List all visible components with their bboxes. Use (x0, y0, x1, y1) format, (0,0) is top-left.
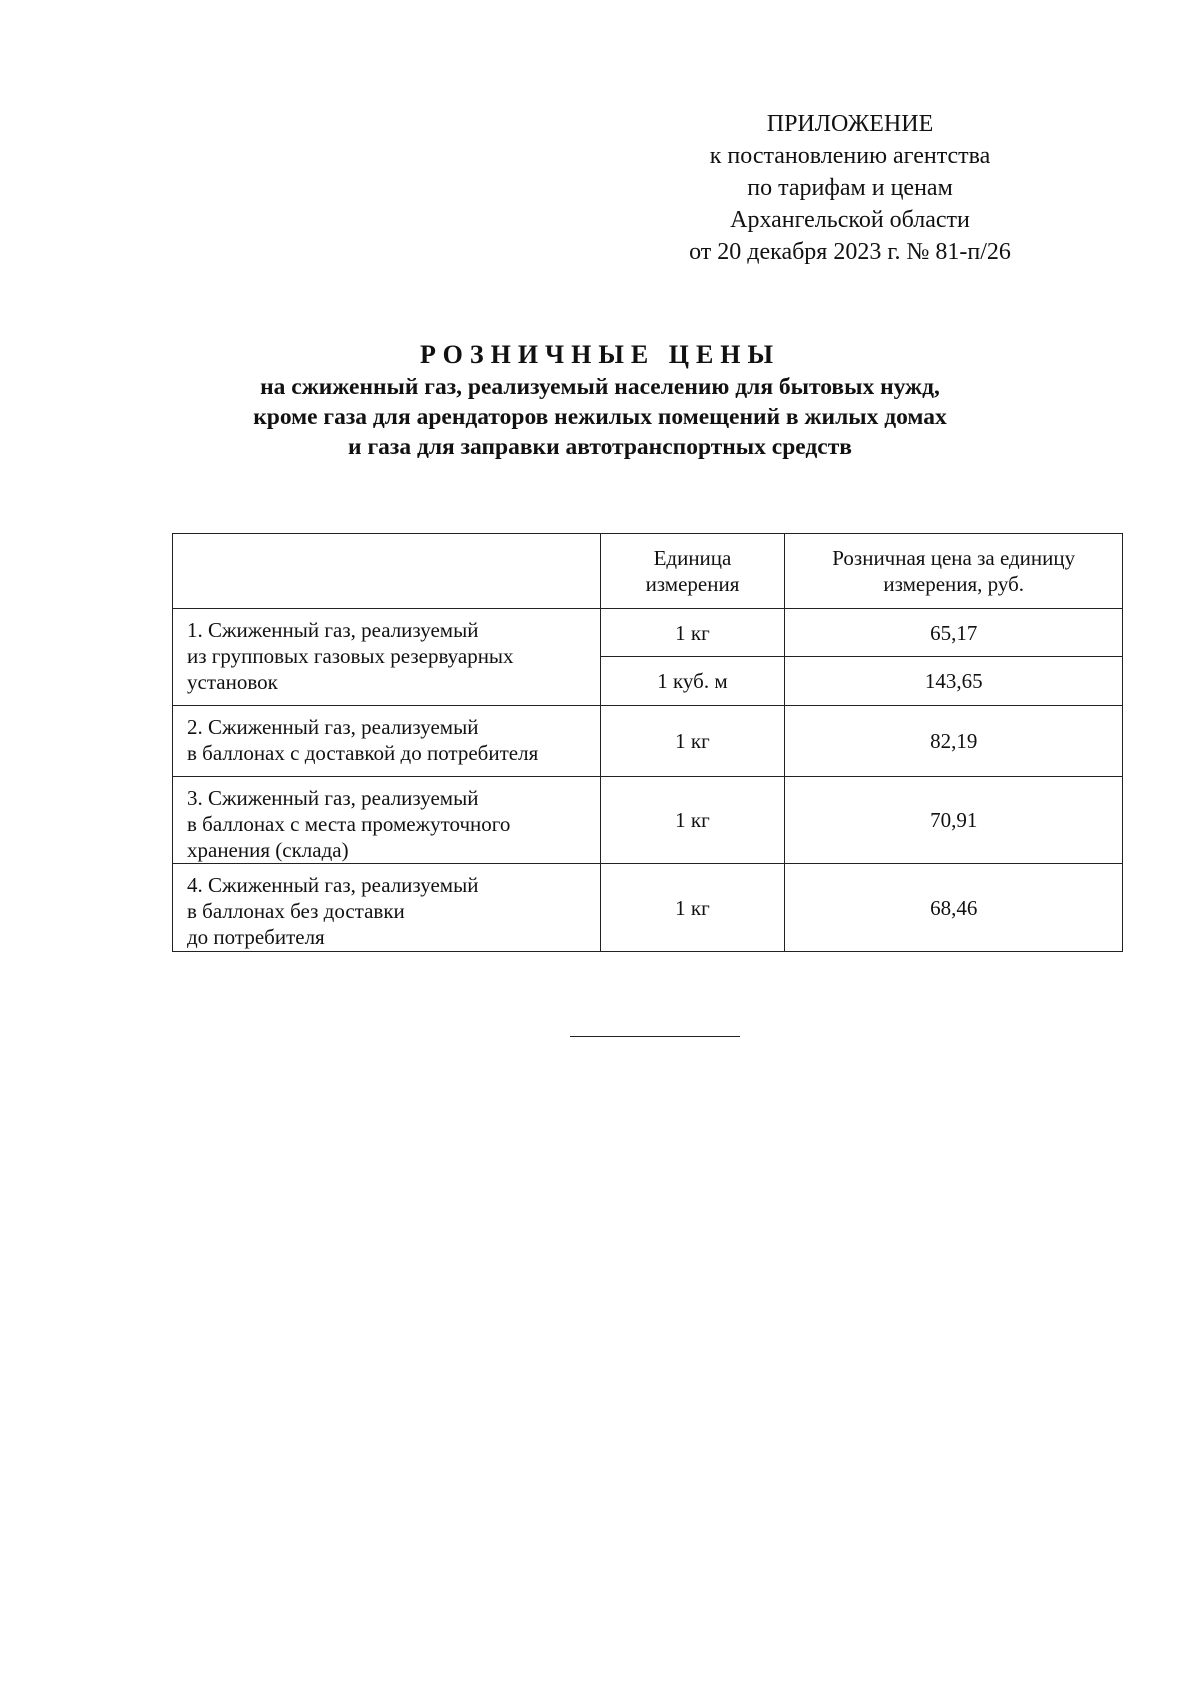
title-subtitle-line: и газа для заправки автотранспортных средств (348, 434, 852, 460)
row-name-line: хранения (склада) (187, 838, 349, 862)
row-price: 65,17 (785, 609, 1123, 657)
appendix-date-number: от 20 декабря 2023 г. № 81-п/26 (689, 239, 1011, 265)
title-subtitle-line: на сжиженный газ, реализуемый населению для бытовых нужд, (260, 374, 940, 400)
row-name-line: в баллонах с доставкой до потребителя (187, 741, 539, 765)
table-header-row (173, 534, 1123, 609)
title-subtitle-line: кроме газа для арендаторов нежилых помещений в жилых домах (253, 404, 947, 430)
row-name-line: из групповых газовых резервуарных (187, 644, 514, 668)
row-name-line: в баллонах без доставки (187, 899, 405, 923)
header-unit (600, 534, 785, 609)
row-unit: 1 кг (600, 706, 785, 777)
header-unit-line: измерения (645, 572, 740, 596)
row-unit: 1 куб. м (600, 657, 785, 706)
row-price: 70,91 (785, 777, 1123, 864)
table-row (173, 609, 1123, 657)
appendix-ref-line: к постановлению агентства (709, 143, 991, 169)
row-name-line: 4. Сжиженный газ, реализуемый (187, 873, 479, 897)
row-price: 68,46 (785, 864, 1123, 952)
appendix-ref-line: по тарифам и ценам (747, 175, 953, 201)
row-name-line: в баллонах с места промежуточного (187, 812, 511, 836)
row-name-line: 3. Сжиженный газ, реализуемый (187, 786, 479, 810)
row-name-line: 1. Сжиженный газ, реализуемый (187, 618, 479, 642)
document-title (120, 338, 1080, 462)
row-name-line: 2. Сжиженный газ, реализуемый (187, 715, 479, 739)
row-name (173, 864, 601, 952)
header-name (173, 534, 601, 609)
appendix-header (640, 108, 1060, 268)
row-price: 82,19 (785, 706, 1123, 777)
appendix-ref-line: Архангельской области (730, 207, 970, 233)
header-price-line: Розничная цена за единицу (832, 546, 1076, 570)
row-unit: 1 кг (600, 777, 785, 864)
header-unit-line: Единица (653, 546, 732, 570)
row-price: 143,65 (785, 657, 1123, 706)
header-price-line: измерения, руб. (883, 572, 1025, 596)
row-unit: 1 кг (600, 609, 785, 657)
row-name (173, 777, 601, 864)
row-unit: 1 кг (600, 864, 785, 952)
table-row (173, 777, 1123, 864)
row-name-line: до потребителя (187, 925, 325, 949)
row-name (173, 609, 601, 706)
closing-divider (570, 1036, 740, 1037)
header-price (785, 534, 1123, 609)
row-name (173, 706, 601, 777)
prices-table (172, 533, 1123, 952)
table-row (173, 864, 1123, 952)
title-main: РОЗНИЧНЫЕ ЦЕНЫ (419, 340, 781, 369)
row-name-line: установок (187, 670, 278, 694)
table-row (173, 706, 1123, 777)
appendix-title: ПРИЛОЖЕНИЕ (766, 111, 934, 137)
